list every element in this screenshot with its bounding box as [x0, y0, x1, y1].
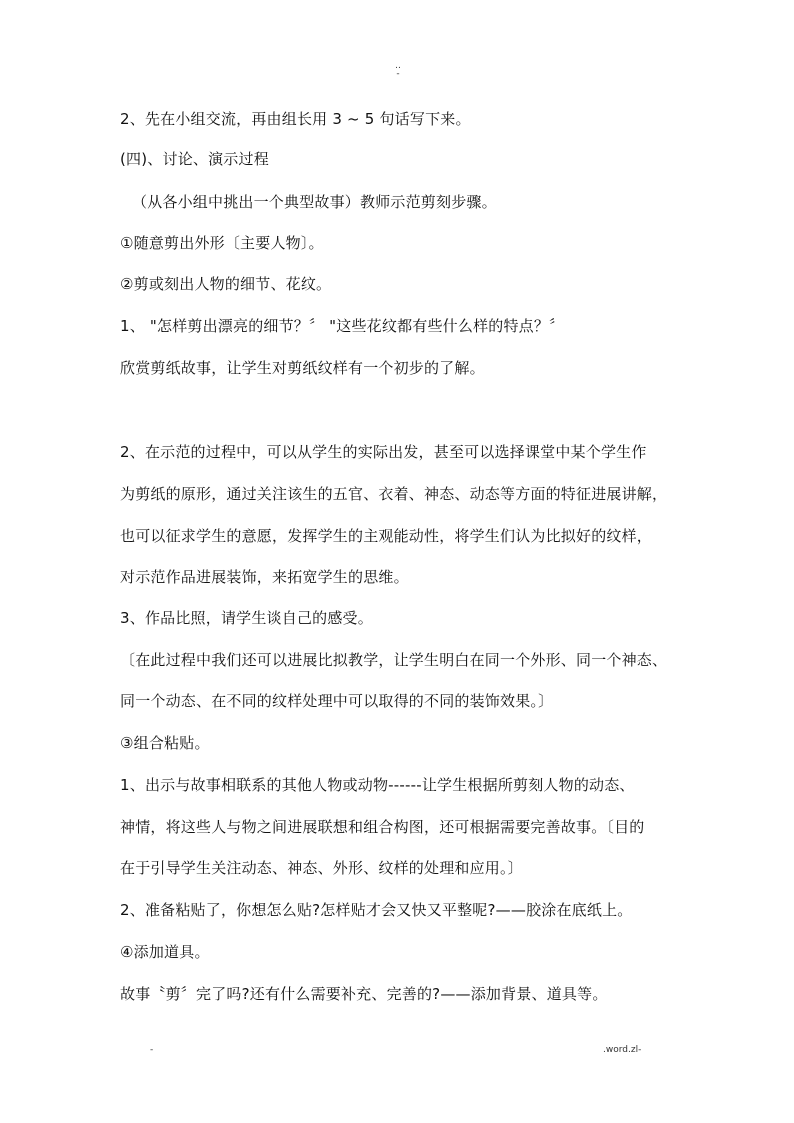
step-item: ①随意剪出外形〔主要人物〕。	[120, 234, 324, 252]
text-line: （从各小组中挑出一个典型故事）教师示范剪刻步骤。	[132, 193, 497, 211]
text-line: 2、准备粘贴了，你想怎么贴?怎样贴才会又快又平整呢?——胶涂在底纸上。	[120, 901, 633, 919]
text-line: 同一个动态、在不同的纹样处理中可以取得的不同的装饰效果。〕	[120, 692, 554, 710]
text-line: 3、作品比照，请学生谈自己的感受。	[120, 609, 373, 627]
text-line: 欣赏剪纸故事，让学生对剪纸纹样有一个初步的了解。	[120, 359, 485, 377]
text-line: 2、先在小组交流，再由组长用 3 ~ 5 句话写下来。	[120, 110, 471, 128]
text-line: 1、出示与故事相联系的其他人物或动物------让学生根据所剪刻人物的动态、	[120, 776, 635, 794]
text-line: 对示范作品进展装饰，来拓宽学生的思维。	[120, 568, 409, 586]
text-line: 也可以征求学生的意愿，发挥学生的主观能动性，将学生们认为比拟好的纹样，	[120, 527, 653, 545]
text-line: 在于引导学生关注动态、神态、外形、纹样的处理和应用。〕	[120, 859, 523, 877]
text-line: 故事〝剪〞完了吗?还有什么需要补充、完善的?——添加背景、道具等。	[120, 985, 608, 1003]
text-line: 1、 "怎样剪出漂亮的细节？〞 "这些花纹都有些什么样的特点？〞	[120, 317, 565, 335]
step-item: ③组合粘贴。	[120, 734, 210, 752]
footer-left-mark: -	[150, 1045, 154, 1055]
section-heading: (四)、讨论、演示过程	[120, 150, 269, 168]
step-item: ②剪或刻出人物的细节、花纹。	[120, 275, 332, 293]
header-mark: .. -	[395, 61, 401, 79]
text-line: 为剪纸的原形，通过关注该生的五官、衣着、神态、动态等方面的特征进展讲解，	[120, 485, 668, 503]
text-line: 神情，将这些人与物之间进展联想和组合构图，还可根据需要完善故事。〔目的	[120, 818, 645, 836]
footer-source: .word.zl-	[603, 1045, 642, 1055]
step-item: ④添加道具。	[120, 943, 210, 961]
text-line: 2、在示范的过程中，可以从学生的实际出发，甚至可以选择课堂中某个学生作	[120, 443, 647, 461]
text-line: 〔在此过程中我们还可以进展比拟教学，让学生明白在同一个外形、同一个神态、	[120, 651, 668, 669]
